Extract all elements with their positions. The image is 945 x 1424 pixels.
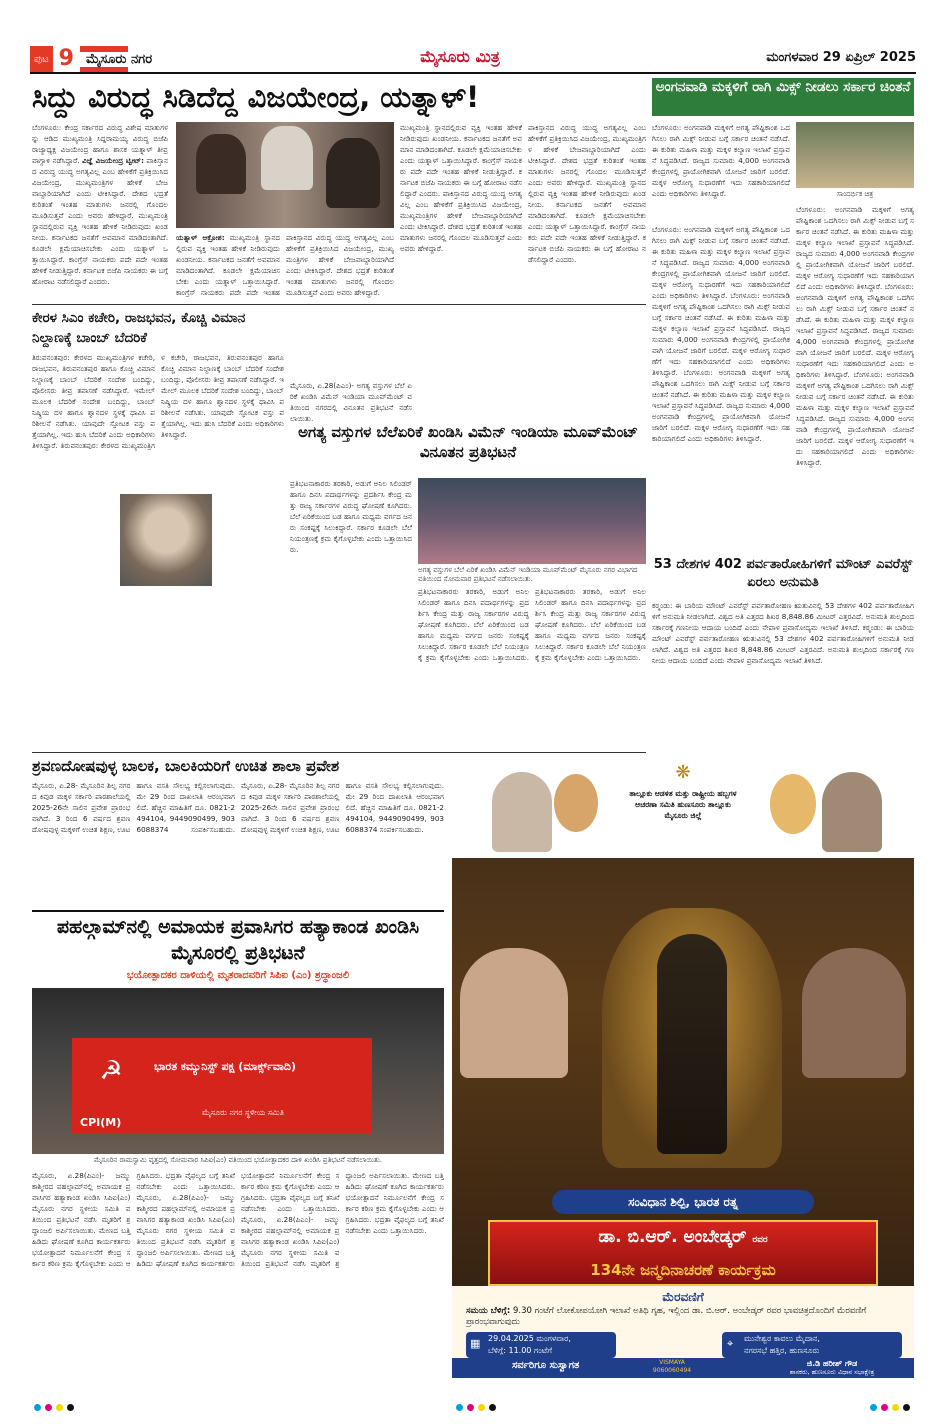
buddha-photo [554,774,598,832]
dot [870,1404,877,1411]
story1-col2 [176,232,280,300]
ad-sponsor-name: ಜಿ.ಡಿ ಹರೀಶ್ ಗೌಡ [806,1359,858,1368]
story7-text: ಮೈಸೂರು, ಏ.28(ಪಿಎಂ)- ಜಮ್ಮು ಕಾಶ್ಮೀರದ ಪಹಲ್ಗಾಮ್‌ನಲ್ಲಿ ಅಮಾಯಕ ಪ್ರವಾಸಿಗರ ಹತ್ಯಾಕಾಂಡ ಖಂಡಿಸಿ ಸಿಪಿಐ(ಎಂ) ಮೈಸೂರು ನಗರ ಸ್ಥಳೀಯ ಸಮಿತಿ ವತಿಯಿಂದ ಪ್ರತಿಭಟನೆ ನಡೆಸಿ ಮೃತರಿಗೆ ಶ್ರದ್ಧಾಂಜಲಿ ಅರ್ಪಿಸಲಾಯಿತು. ಮೇಣದ ಬತ್ತಿ ಹಿಡಿದು ಘೋಷಣೆ ಕೂಗಿದ ಕಾರ್ಯಕರ್ತರು ಭಯೋತ್ಪಾದನೆ ನಿರ್ಮೂಲನೆಗೆ ಕೇಂದ್ರ ಸರ್ಕಾರ ಕಠಿಣ ಕ್ರಮ ಕೈಗೊಳ್ಳಬೇಕು ಎಂದು ಆಗ್ರಹಿಸಿದರು. ಭದ್ರತಾ ವೈಫಲ್ಯದ ಬಗ್ಗೆ ತನಿಖೆ ನಡೆಸಬೇಕು ಎಂದು ಒತ್ತಾಯಿಸಿದರು. [32,1171,235,1268]
banner-text: ಭಾರತ ಕಮ್ಯುನಿಸ್ಟ್ ಪಕ್ಷ (ಮಾರ್ಕ್ಸ್‌ವಾದಿ) [154,1060,297,1073]
emblem-icon: ❋ [675,762,691,783]
story1-body3: ಪಾಕಿಸ್ತಾನದ ವಿರುದ್ಧ ಯುದ್ಧ ಅಗತ್ಯವಿಲ್ಲ ಎಂಬ ಹೇಳಿಕೆಗೆ ಪ್ರತಿಕ್ರಿಯಿಸಿದ ವಿಜಯೇಂದ್ರ, ಮುಖ್ಯಮಂತ್ರಿಗಳ ಹೇಳಿಕೆ ಬೇಜವಾಬ್ದಾರಿಯಾಗಿದೆ ಎಂದು ಟೀಕಿಸಿದ್ದಾರೆ. ದೇಶದ ಭದ್ರತೆ ಕುರಿತಂತೆ ಇಂತಹ ಮಾತುಗಳು ಜನರಲ್ಲಿ ಗೊಂದಲ ಮೂಡಿಸುತ್ತವೆ ಎಂದು ಅವರು ಹೇಳಿದ್ದಾರೆ. [286,233,394,297]
dot [34,1404,41,1411]
ad-title1-suffix: ರವರ [752,1235,768,1245]
divider [32,752,646,753]
story1-sub1: ವಿಜ್ಞೆ ವಿಜಯೇಂದ್ರ ಟ್ವೀಟ್: [82,156,144,165]
story3-headline: ಕೇರಳ ಸಿಎಂ ಕಚೇರಿ, ರಾಜಭವನ, ಕೊಚ್ಚಿ ವಿಮಾನ ನಿಲ್ದಾಣಕ್ಕೆ ಬಾಂಬ್ ಬೆದರಿಕೆ [32,310,246,346]
page-number-badge [30,46,153,72]
dot [892,1404,899,1411]
dot [881,1404,888,1411]
ambedkar-portrait [657,934,727,1154]
ad-time-label: ಸಮಯ ಬೆಳಿಗ್ಗೆ: [466,1306,511,1316]
ad-welcome: ಸರ್ವರಿಗೂ ಸುಸ್ವಾಗತ [512,1360,580,1371]
story5-text: ಕಠ್ಮಂಡು: ಈ ಬಾರಿಯ ಮೌಂಟ್ ಎವರೆಸ್ಟ್ ಪರ್ವತಾರೋಹಣ ಋತುವಿನಲ್ಲಿ 53 ದೇಶಗಳ 402 ಪರ್ವತಾರೋಹಿಗಳಿಗೆ ಅನುಮತಿ ನೀಡಲಾಗಿದೆ. ವಿಶ್ವದ ಅತಿ ಎತ್ತರದ ಶಿಖರ 8,848.86 ಮೀಟರ್ ಎತ್ತರವಿದೆ. ಅನುಮತಿ ಶುಲ್ಕದಿಂದ ಸರ್ಕಾರಕ್ಕೆ ಗಣನೀಯ ಆದಾಯ ಬಂದಿದೆ ಎಂದು ನೇಪಾಳ ಪ್ರವಾಸೋದ್ಯಮ ಇಲಾಖೆ ತಿಳಿಸಿದೆ. [652,601,914,632]
dot [45,1404,52,1411]
story4-col1 [290,478,412,662]
dot [478,1404,485,1411]
ad-time [466,1306,900,1328]
issue-date: ಮಂಗಳವಾರ 29 ಏಪ್ರಿಲ್ 2025 [766,50,916,65]
story2-photo [796,122,914,188]
story4-caption: ಅಗತ್ಯ ವಸ್ತುಗಳ ಬೆಲೆ ಏರಿಕೆ ಖಂಡಿಸಿ ವಿಮೆನ್ ಇಂಡಿಯಾ ಮೂವ್‌ಮೆಂಟ್ ಮೈಸೂರು ನಗರ ವಿಭಾಗದ ವತಿಯಿಂದ ಸೋಮವಾರ ಪ್ರತಿಭಟನೆ ನಡೆಸಲಾಯಿತು. [418,566,638,583]
divider [32,304,646,305]
story4-lead [290,380,412,480]
story2-body-d: ಬೆಂಗಳೂರು: ಅಂಗನವಾಡಿ ಮಕ್ಕಳಿಗೆ ಅಗತ್ಯ ಪೌಷ್ಟಿಕಾಂಶ ಒದಗಿಸಲು ರಾಗಿ ಮಿಕ್ಸ್ ನೀಡುವ ಬಗ್ಗೆ ಸರ್ಕಾರ ಚಿಂತನೆ ನಡೆಸಿದೆ. ಈ ಕುರಿತು ಮಹಿಳಾ ಮತ್ತು ಮಕ್ಕಳ ಕಲ್ಯಾಣ ಇಲಾಖೆ ಪ್ರಸ್ತಾವನೆ ಸಿದ್ಧಪಡಿಸಿದೆ. ರಾಜ್ಯದ ಸುಮಾರು 4,000 ಅಂಗನವಾಡಿ ಕೇಂದ್ರಗಳಲ್ಲಿ ಪ್ರಾಯೋಗಿಕವಾಗಿ ಯೋಜನೆ ಜಾರಿಗೆ ಬರಲಿದೆ. ಮಕ್ಕಳ ಆರೋಗ್ಯ ಸುಧಾರಣೆಗೆ ಇದು ಸಹಕಾರಿಯಾಗಲಿದೆ ಎಂದು ಅಧಿಕಾರಿಗಳು ತಿಳಿಸಿದ್ದಾರೆ. [652,368,790,443]
politician-photo-3 [326,138,380,208]
story7-photo [32,988,444,1154]
story1-lead-text: ಬೆಂಗಳೂರು: ಕೇಂದ್ರ ಸರ್ಕಾರದ ವಿರುದ್ಧ ವಿಶೇಷ ಮಾತುಗಳನ್ನು ಆಡಿದ ಮುಖ್ಯಮಂತ್ರಿ ಸಿದ್ದರಾಮಯ್ಯ ವಿರುದ್ಧ ಬಿಜೆಪಿ ರಾಜ್ಯಾಧ್ಯಕ್ಷ ವಿಜಯೇಂದ್ರ ಹಾಗೂ ಶಾಸಕ ಯತ್ನಾಳ್ ತೀವ್ರ ವಾಗ್ದಾಳಿ ನಡೆಸಿದ್ದಾರೆ. [32,123,168,165]
story1-lead [32,122,168,300]
story6-text-b: ಮೈಸೂರು, ಏ.28- ಮೈಸೂರಿನ ಶಿಲ್ಪ ನಗರದ ಕಿವುಡ ಮಕ್ಕಳ ಸರ್ಕಾರಿ ಪಾಠಶಾಲೆಯಲ್ಲಿ 2025-26ನೇ ಸಾಲಿನ ಪ್ರವೇಶ ಪ್ರಾರಂಭವಾಗಿದೆ. 3 ರಿಂದ 6 ವರ್ಷದ ಶ್ರವಣದೋಷವುಳ್ಳ ಮಕ್ಕಳಿಗೆ ಉಚಿತ ಶಿಕ್ಷಣ, ಊಟ ಹಾಗೂ ವಸತಿ ಸೌಲಭ್ಯ ಕಲ್ಪಿಸಲಾಗುವುದು. ಮೇ 29 ರಿಂದ ದಾಖಲಾತಿ ಆರಂಭವಾಗಲಿದೆ. ಹೆಚ್ಚಿನ ಮಾಹಿತಿಗೆ ದೂ. 0821-2494104, 9449090499, 9036088374 ಸಂಪರ್ಕಿಸಬಹುದು. [241,781,444,834]
story7-subhead: ಭಯೋತ್ಪಾದಕರ ದಾಳಿಯಲ್ಲಿ ಮೃತರಾದವರಿಗೆ ಸಿಪಿಐ (ಎಂ) ಶ್ರದ್ಧಾಂಜಲಿ [126,970,350,981]
ad-date-box [466,1332,616,1358]
story1-col4 [400,122,522,300]
calendar-icon: ▦ [470,1337,481,1350]
registration-dots [456,1404,496,1411]
story7-text-b: ಮೈಸೂರು, ಏ.28(ಪಿಎಂ)- ಜಮ್ಮು ಕಾಶ್ಮೀರದ ಪಹಲ್ಗಾಮ್‌ನಲ್ಲಿ ಅಮಾಯಕ ಪ್ರವಾಸಿಗರ ಹತ್ಯಾಕಾಂಡ ಖಂಡಿಸಿ ಸಿಪಿಐ(ಎಂ) ಮೈಸೂರು ನಗರ ಸ್ಥಳೀಯ ಸಮಿತಿ ವತಿಯಿಂದ ಪ್ರತಿಭಟನೆ ನಡೆಸಿ ಮೃತರಿಗೆ ಶ್ರದ್ಧಾಂಜಲಿ ಅರ್ಪಿಸಲಾಯಿತು. ಮೇಣದ ಬತ್ತಿ ಹಿಡಿದು ಘೋಷಣೆ ಕೂಗಿದ ಕಾರ್ಯಕರ್ತರು ಭಯೋತ್ಪಾದನೆ ನಿರ್ಮೂಲನೆಗೆ ಕೇಂದ್ರ ಸರ್ಕಾರ ಕಠಿಣ ಕ್ರಮ ಕೈಗೊಳ್ಳಬೇಕು ಎಂದು ಆಗ್ರಹಿಸಿದರು. ಭದ್ರತಾ ವೈಫಲ್ಯದ ಬಗ್ಗೆ ತನಿಖೆ ನಡೆಸಬೇಕು ಎಂದು ಒತ್ತಾಯಿಸಿದರು. [136,1171,340,1268]
story4-photo [418,478,646,564]
ad-agency-phone: 9060060494 [652,1367,692,1374]
leader-photo-2 [822,772,882,852]
ad-top-line1: ತಾಲ್ಲೂಕು ಆಡಳಿತ ಮತ್ತು ರಾಷ್ಟ್ರೀಯ ಹಬ್ಬಗಳ [629,789,737,798]
story2-headline: ಅಂಗನವಾಡಿ ಮಕ್ಕಳಿಗೆ ರಾಗಿ ಮಿಕ್ಸ್ ನೀಡಲು ಸರ್ಕಾರ ಚಿಂತನೆ [652,78,914,116]
ad-date-line1: 29.04.2025 ಮಂಗಳವಾರ, [488,1334,571,1343]
politician-photo-2 [261,126,313,190]
ad-venue-line1: ಮುನೇಶ್ವರ ಕಾವಲು ಮೈದಾನ, [744,1334,820,1343]
leader-photo-4 [802,948,906,1078]
hammer-sickle-icon: ☭ [99,1056,123,1086]
protest-banner [72,1038,372,1134]
registration-dots [34,1404,74,1411]
story3-text: ತಿರುವನಂತಪುರ: ಕೇರಳದ ಮುಖ್ಯಮಂತ್ರಿಗಳ ಕಚೇರಿ, ರಾಜಭವನ, ತಿರುವನಂತಪುರ ಹಾಗೂ ಕೊಚ್ಚಿ ವಿಮಾನ ನಿಲ್ದಾಣಕ್ಕೆ ಬಾಂಬ್ ಬೆದರಿಕೆ ಸಂದೇಶ ಬಂದಿದ್ದು, ಪೊಲೀಸರು ತೀವ್ರ ತಪಾಸಣೆ ನಡೆಸಿದ್ದಾರೆ. ಇಮೇಲ್ ಮೂಲಕ ಬೆದರಿಕೆ ಸಂದೇಶ ಬಂದಿದ್ದು, ಬಾಂಬ್ ನಿಷ್ಕ್ರಿಯ ದಳ ಹಾಗೂ ಶ್ವಾನದಳ ಸ್ಥಳಕ್ಕೆ ಧಾವಿಸಿ ಪರಿಶೀಲನೆ ನಡೆಸಿತು. ಯಾವುದೇ ಸ್ಫೋಟಕ ವಸ್ತು ಪತ್ತೆಯಾಗಿಲ್ಲ. ಇದು ಹುಸಿ ಬೆದರಿಕೆ ಎಂದು ಅಧಿಕಾರಿಗಳು ತಿಳಿಸಿದ್ದಾರೆ. [32,353,155,450]
story2-col2 [652,224,790,544]
ad-venue-box [722,1332,902,1358]
ad-time-text: 9.30 ಗಂಟೆಗೆ ಲೋಕೋಪಯೋಗಿ ಇಲಾಖೆ ಅತಿಥಿ ಗೃಹ, ಇಲ್ಲಿಂದ ಡಾ. ಬಿ.ಆರ್. ಅಂಬೇಡ್ಕರ್ ರವರ ಭಾವಚಿತ್ರದೊಂದಿಗೆ ಮೆರವಣಿಗೆ ಪ್ರಾರಂಭವಾಗುವುದು [466,1306,867,1327]
story2-body-c: ಬೆಂಗಳೂರು: ಅಂಗನವಾಡಿ ಮಕ್ಕಳಿಗೆ ಅಗತ್ಯ ಪೌಷ್ಟಿಕಾಂಶ ಒದಗಿಸಲು ರಾಗಿ ಮಿಕ್ಸ್ ನೀಡುವ ಬಗ್ಗೆ ಸರ್ಕಾರ ಚಿಂತನೆ ನಡೆಸಿದೆ. ಈ ಕುರಿತು ಮಹಿಳಾ ಮತ್ತು ಮಕ್ಕಳ ಕಲ್ಯಾಣ ಇಲಾಖೆ ಪ್ರಸ್ತಾವನೆ ಸಿದ್ಧಪಡಿಸಿದೆ. ರಾಜ್ಯದ ಸುಮಾರು 4,000 ಅಂಗನವಾಡಿ ಕೇಂದ್ರಗಳಲ್ಲಿ ಪ್ರಾಯೋಗಿಕವಾಗಿ ಯೋಜನೆ ಜಾರಿಗೆ ಬರಲಿದೆ. ಮಕ್ಕಳ ಆರೋಗ್ಯ ಸುಧಾರಣೆಗೆ ಇದು ಸಹಕಾರಿಯಾಗಲಿದೆ ಎಂದು ಅಧಿಕಾರಿಗಳು ತಿಳಿಸಿದ್ದಾರೆ. [652,291,790,377]
story5-body [652,600,914,748]
story1-body: ಪಾಕಿಸ್ತಾನದ ವಿರುದ್ಧ ಯುದ್ಧ ಅಗತ್ಯವಿಲ್ಲ ಎಂಬ ಹೇಳಿಕೆಗೆ ಪ್ರತಿಕ್ರಿಯಿಸಿದ ವಿಜಯೇಂದ್ರ, ಮುಖ್ಯಮಂತ್ರಿಗಳ ಹೇಳಿಕೆ ಬೇಜವಾಬ್ದಾರಿಯಾಗಿದೆ ಎಂದು ಟೀಕಿಸಿದ್ದಾರೆ. ದೇಶದ ಭದ್ರತೆ ಕುರಿತಂತೆ ಇಂತಹ ಮಾತುಗಳು ಜನರಲ್ಲಿ ಗೊಂದಲ ಮೂಡಿಸುತ್ತವೆ ಎಂದು ಅವರು ಹೇಳಿದ್ದಾರೆ. [32,156,168,220]
story1-col5 [528,122,646,300]
ad-ribbon: ಸಂವಿಧಾನ ಶಿಲ್ಪಿ, ಭಾರತ ರತ್ನ [552,1190,814,1214]
story2-caption: ಸಾಂದರ್ಭಿಕ ಚಿತ್ರ [836,190,874,198]
story1-headline: ಸಿದ್ದು ವಿರುದ್ಧ ಸಿಡಿದೆದ್ದ ವಿಜಯೇಂದ್ರ, ಯತ್ನಾಳ್! [32,80,480,114]
location-pin-icon: ⌖ [727,1337,734,1350]
page-number: 9 [53,46,80,72]
story1-col3 [286,232,394,300]
dot [467,1404,474,1411]
story1-body5b: ಮುಖ್ಯಮಂತ್ರಿ ಸ್ಥಾನದಲ್ಲಿರುವ ವ್ಯಕ್ತಿ ಇಂತಹ ಹೇಳಿಕೆ ನೀಡಿರುವುದು ಖಂಡನೀಯ. ಕರ್ನಾಟಕದ ಜನತೆಗೆ ಅವಮಾನ ಮಾಡಿದಂತಾಗಿದೆ. ಕೂಡಲೇ ಕ್ಷಮೆಯಾಚಿಸಬೇಕು ಎಂದು ಯತ್ನಾಳ್ ಒತ್ತಾಯಿಸಿದ್ದಾರೆ. ಕಾಂಗ್ರೆಸ್ ನಾಯಕರು ಪದೇ ಪದೇ ಇಂತಹ ಹೇಳಿಕೆ ನೀಡುತ್ತಿದ್ದಾರೆ. ಕರ್ನಾಟಕ ಬಿಜೆಪಿ ನಾಯಕರು ಈ ಬಗ್ಗೆ ಹೋರಾಟ ನಡೆಸಲಿದ್ದಾರೆ ಎಂದರು. [528,178,646,264]
advertisement [452,758,914,1378]
story3-text-b: ತಿರುವನಂತಪುರ: ಕೇರಳದ ಮುಖ್ಯಮಂತ್ರಿಗಳ ಕಚೇರಿ, ರಾಜಭವನ, ತಿರುವನಂತಪುರ ಹಾಗೂ ಕೊಚ್ಚಿ ವಿಮಾನ ನಿಲ್ದಾಣಕ್ಕೆ ಬಾಂಬ್ ಬೆದರಿಕೆ ಸಂದೇಶ ಬಂದಿದ್ದು, ಪೊಲೀಸರು ತೀವ್ರ ತಪಾಸಣೆ ನಡೆಸಿದ್ದಾರೆ. ಇಮೇಲ್ ಮೂಲಕ ಬೆದರಿಕೆ ಸಂದೇಶ ಬಂದಿದ್ದು, ಬಾಂಬ್ ನಿಷ್ಕ್ರಿಯ ದಳ ಹಾಗೂ ಶ್ವಾನದಳ ಸ್ಥಳಕ್ಕೆ ಧಾವಿಸಿ ಪರಿಶೀಲನೆ ನಡೆಸಿತು. ಯಾವುದೇ ಸ್ಫೋಟಕ ವಸ್ತು ಪತ್ತೆಯಾಗಿಲ್ಲ. ಇದು ಹುಸಿ ಬೆದರಿಕೆ ಎಂದು ಅಧಿಕಾರಿಗಳು ತಿಳಿಸಿದ್ದಾರೆ. [60,353,284,450]
ad-title1: ಡಾ. ಬಿ.ಆರ್. ಅಂಬೇಡ್ಕರ್ [598,1227,747,1247]
dot [456,1404,463,1411]
story4-body-a: ಪ್ರತಿಭಟನಾಕಾರರು ತರಕಾರಿ, ಅಡುಗೆ ಅನಿಲ ಸಿಲಿಂಡರ್ ಹಾಗೂ ದಿನಸಿ ಪದಾರ್ಥಗಳನ್ನು ಪ್ರದರ್ಶಿಸಿ ಕೇಂದ್ರ ಮತ್ತು ರಾಜ್ಯ ಸರ್ಕಾರಗಳ ವಿರುದ್ಧ ಘೋಷಣೆ ಕೂಗಿದರು. ಬೆಲೆ ಏರಿಕೆಯಿಂದ ಬಡ ಹಾಗೂ ಮಧ್ಯಮ ವರ್ಗದ ಜನರು ಸಂಕಷ್ಟಕ್ಕೆ ಸಿಲುಕಿದ್ದಾರೆ. ಸರ್ಕಾರ ಕೂಡಲೇ ಬೆಲೆ ನಿಯಂತ್ರಣಕ್ಕೆ ಕ್ರಮ ಕೈಗೊಳ್ಳಬೇಕು ಎಂದು ಒತ್ತಾಯಿಸಿದರು. [290,479,412,554]
leader-photo-3 [460,948,568,1078]
story4-body-c: ಪ್ರತಿಭಟನಾಕಾರರು ತರಕಾರಿ, ಅಡುಗೆ ಅನಿಲ ಸಿಲಿಂಡರ್ ಹಾಗೂ ದಿನಸಿ ಪದಾರ್ಥಗಳನ್ನು ಪ್ರದರ್ಶಿಸಿ ಕೇಂದ್ರ ಮತ್ತು ರಾಜ್ಯ ಸರ್ಕಾರಗಳ ವಿರುದ್ಧ ಘೋಷಣೆ ಕೂಗಿದರು. ಬೆಲೆ ಏರಿಕೆಯಿಂದ ಬಡ ಹಾಗೂ ಮಧ್ಯಮ ವರ್ಗದ ಜನರು ಸಂಕಷ್ಟಕ್ಕೆ ಸಿಲುಕಿದ್ದಾರೆ. ಸರ್ಕಾರ ಕೂಡಲೇ ಬೆಲೆ ನಿಯಂತ್ರಣಕ್ಕೆ ಕ್ರಮ ಕೈಗೊಳ್ಳಬೇಕು ಎಂದು ಒತ್ತಾಯಿಸಿದರು. [535,587,646,662]
story4-lead-text: ಮೈಸೂರು, ಏ.28(ಪಿಎಂ)- ಅಗತ್ಯ ವಸ್ತುಗಳ ಬೆಲೆ ಏರಿಕೆ ಖಂಡಿಸಿ ವಿಮೆನ್ ಇಂಡಿಯಾ ಮೂವ್‌ಮೆಂಟ್ ವತಿಯಿಂದ ನಗರದಲ್ಲಿ ವಿನೂತನ ಪ್ರತಿಭಟನೆ ನಡೆಸಲಾಯಿತು. [290,381,412,423]
banner-logo: CPI(M) [80,1116,122,1129]
ad-title2: 134ನೇ ಜನ್ಮದಿನಾಚರಣೆ ಕಾರ್ಯಕ್ರಮ [590,1261,776,1279]
story7-caption: ಮೈಸೂರಿನ ರಾಮಸ್ವಾಮಿ ವೃತ್ತದಲ್ಲಿ ಸೋಮವಾರ ಸಿಪಿಐ(ಎಂ) ವತಿಯಿಂದ ಭಯೋತ್ಪಾದಕರ ದಾಳಿ ಖಂಡಿಸಿ ಪ್ರತಿಭಟನೆ ನಡೆಸಲಾಯಿತು. [93,1156,383,1164]
story2-body: ಬೆಂಗಳೂರು: ಅಂಗನವಾಡಿ ಮಕ್ಕಳಿಗೆ ಅಗತ್ಯ ಪೌಷ್ಟಿಕಾಂಶ ಒದಗಿಸಲು ರಾಗಿ ಮಿಕ್ಸ್ ನೀಡುವ ಬಗ್ಗೆ ಸರ್ಕಾರ ಚಿಂತನೆ ನಡೆಸಿದೆ. ಈ ಕುರಿತು ಮಹಿಳಾ ಮತ್ತು ಮಕ್ಕಳ ಕಲ್ಯಾಣ ಇಲಾಖೆ ಪ್ರಸ್ತಾವನೆ ಸಿದ್ಧಪಡಿಸಿದೆ. ರಾಜ್ಯದ ಸುಮಾರು 4,000 ಅಂಗನವಾಡಿ ಕೇಂದ್ರಗಳಲ್ಲಿ ಪ್ರಾಯೋಗಿಕವಾಗಿ ಯೋಜನೆ ಜಾರಿಗೆ ಬರಲಿದೆ. ಮಕ್ಕಳ ಆರೋಗ್ಯ ಸುಧಾರಣೆಗೆ ಇದು ಸಹಕಾರಿಯಾಗಲಿದೆ ಎಂದು ಅಧಿಕಾರಿಗಳು ತಿಳಿಸಿದ್ದಾರೆ. [652,123,790,198]
story6-text: ಮೈಸೂರು, ಏ.28- ಮೈಸೂರಿನ ಶಿಲ್ಪ ನಗರದ ಕಿವುಡ ಮಕ್ಕಳ ಸರ್ಕಾರಿ ಪಾಠಶಾಲೆಯಲ್ಲಿ 2025-26ನೇ ಸಾಲಿನ ಪ್ರವೇಶ ಪ್ರಾರಂಭವಾಗಿದೆ. 3 ರಿಂದ 6 ವರ್ಷದ ಶ್ರವಣದೋಷವುಳ್ಳ ಮಕ್ಕಳಿಗೆ ಉಚಿತ ಶಿಕ್ಷಣ, ಊಟ ಹಾಗೂ ವಸತಿ ಸೌಲಭ್ಯ ಕಲ್ಪಿಸಲಾಗುವುದು. ಮೇ 29 ರಿಂದ ದಾಖಲಾತಿ ಆರಂಭವಾಗಲಿದೆ. ಹೆಚ್ಚಿನ ಮಾಹಿತಿಗೆ ದೂ. 0821-2494104, 9449090499, 9036088374 ಸಂಪರ್ಕಿಸಬಹುದು. [32,781,235,834]
ad-top-line3: ಮೈಸೂರು ಜಿಲ್ಲೆ [664,811,702,820]
story1-photo [176,122,394,228]
politician-photo-1 [196,134,246,194]
ad-title-box [488,1220,878,1286]
story2-body-b: ಬೆಂಗಳೂರು: ಅಂಗನವಾಡಿ ಮಕ್ಕಳಿಗೆ ಅಗತ್ಯ ಪೌಷ್ಟಿಕಾಂಶ ಒದಗಿಸಲು ರಾಗಿ ಮಿಕ್ಸ್ ನೀಡುವ ಬಗ್ಗೆ ಸರ್ಕಾರ ಚಿಂತನೆ ನಡೆಸಿದೆ. ಈ ಕುರಿತು ಮಹಿಳಾ ಮತ್ತು ಮಕ್ಕಳ ಕಲ್ಯಾಣ ಇಲಾಖೆ ಪ್ರಸ್ತಾವನೆ ಸಿದ್ಧಪಡಿಸಿದೆ. ರಾಜ್ಯದ ಸುಮಾರು 4,000 ಅಂಗನವಾಡಿ ಕೇಂದ್ರಗಳಲ್ಲಿ ಪ್ರಾಯೋಗಿಕವಾಗಿ ಯೋಜನೆ ಜಾರಿಗೆ ಬರಲಿದೆ. ಮಕ್ಕಳ ಆರೋಗ್ಯ ಸುಧಾರಣೆಗೆ ಇದು ಸಹಕಾರಿಯಾಗಲಿದೆ ಎಂದು ಅಧಿಕಾರಿಗಳು ತಿಳಿಸಿದ್ದಾರೆ. [652,225,790,300]
ad-venue-line2: ನಗರಸಭೆ ಹತ್ತಿರ, ಹುಣಸೂರು [744,1346,820,1355]
dot [67,1404,74,1411]
story2-col3 [796,204,914,544]
leader-photo-1 [492,772,552,852]
page-label: ಪುಟ [34,53,49,65]
story7-body [32,1170,444,1380]
story5-headline: 53 ದೇಶಗಳ 402 ಪರ್ವತಾರೋಹಿಗಳಿಗೆ ಮೌಂಟ್ ಎವರೆಸ್ಟ್ ಏರಲು ಅನುಮತಿ [653,557,913,590]
story1-body2: ಮುಖ್ಯಮಂತ್ರಿ ಸ್ಥಾನದಲ್ಲಿರುವ ವ್ಯಕ್ತಿ ಇಂತಹ ಹೇಳಿಕೆ ನೀಡಿರುವುದು ಖಂಡನೀಯ. ಕರ್ನಾಟಕದ ಜನತೆಗೆ ಅವಮಾನ ಮಾಡಿದಂತಾಗಿದೆ. ಕೂಡಲೇ ಕ್ಷಮೆಯಾಚಿಸಬೇಕು ಎಂದು ಯತ್ನಾಳ್ ಒತ್ತಾಯಿಸಿದ್ದಾರೆ. ಕಾಂಗ್ರೆಸ್ ನಾಯಕರು ಪದೇ ಪದೇ ಇಂತಹ [176,233,280,297]
dot [903,1404,910,1411]
story2-body-f: ಬೆಂಗಳೂರು: ಅಂಗನವಾಡಿ ಮಕ್ಕಳಿಗೆ ಅಗತ್ಯ ಪೌಷ್ಟಿಕಾಂಶ ಒದಗಿಸಲು ರಾಗಿ ಮಿಕ್ಸ್ ನೀಡುವ ಬಗ್ಗೆ ಸರ್ಕಾರ ಚಿಂತನೆ ನಡೆಸಿದೆ. ಈ ಕುರಿತು ಮಹಿಳಾ ಮತ್ತು ಮಕ್ಕಳ ಕಲ್ಯಾಣ ಇಲಾಖೆ ಪ್ರಸ್ತಾವನೆ ಸಿದ್ಧಪಡಿಸಿದೆ. ರಾಜ್ಯದ ಸುಮಾರು 4,000 ಅಂಗನವಾಡಿ ಕೇಂದ್ರಗಳಲ್ಲಿ ಪ್ರಾಯೋಗಿಕವಾಗಿ ಯೋಜನೆ ಜಾರಿಗೆ ಬರಲಿದೆ. ಮಕ್ಕಳ ಆರೋಗ್ಯ ಸುಧಾರಣೆಗೆ ಇದು ಸಹಕಾರಿಯಾಗಲಿದೆ ಎಂದು ಅಧಿಕಾರಿಗಳು ತಿಳಿಸಿದ್ದಾರೆ. [796,282,914,379]
story7-text-c: ಮೈಸೂರು, ಏ.28(ಪಿಎಂ)- ಜಮ್ಮು ಕಾಶ್ಮೀರದ ಪಹಲ್ಗಾಮ್‌ನಲ್ಲಿ ಅಮಾಯಕ ಪ್ರವಾಸಿಗರ ಹತ್ಯಾಕಾಂಡ ಖಂಡಿಸಿ ಸಿಪಿಐ(ಎಂ) ಮೈಸೂರು ನಗರ ಸ್ಥಳೀಯ ಸಮಿತಿ ವತಿಯಿಂದ ಪ್ರತಿಭಟನೆ ನಡೆಸಿ ಮೃತರಿಗೆ ಶ್ರದ್ಧಾಂಜಲಿ ಅರ್ಪಿಸಲಾಯಿತು. ಮೇಣದ ಬತ್ತಿ ಹಿಡಿದು ಘೋಷಣೆ ಕೂಗಿದ ಕಾರ್ಯಕರ್ತರು ಭಯೋತ್ಪಾದನೆ ನಿರ್ಮೂಲನೆಗೆ ಕೇಂದ್ರ ಸರ್ಕಾರ ಕಠಿಣ ಕ್ರಮ ಕೈಗೊಳ್ಳಬೇಕು ಎಂದು ಆಗ್ರಹಿಸಿದರು. ಭದ್ರತಾ ವೈಫಲ್ಯದ ಬಗ್ಗೆ ತನಿಖೆ ನಡೆಸಬೇಕು ಎಂದು ಒತ್ತಾಯಿಸಿದರು. [241,1171,444,1268]
story6-headline: ಶ್ರವಣದೋಷವುಳ್ಳ ಬಾಲಕ, ಬಾಲಕಿಯರಿಗೆ ಉಚಿತ ಶಾಲಾ ಪ್ರವೇಶ [32,757,340,775]
divider [32,910,444,912]
story2-body-g: ಬೆಂಗಳೂರು: ಅಂಗನವಾಡಿ ಮಕ್ಕಳಿಗೆ ಅಗತ್ಯ ಪೌಷ್ಟಿಕಾಂಶ ಒದಗಿಸಲು ರಾಗಿ ಮಿಕ್ಸ್ ನೀಡುವ ಬಗ್ಗೆ ಸರ್ಕಾರ ಚಿಂತನೆ ನಡೆಸಿದೆ. ಈ ಕುರಿತು ಮಹಿಳಾ ಮತ್ತು ಮಕ್ಕಳ ಕಲ್ಯಾಣ ಇಲಾಖೆ ಪ್ರಸ್ತಾವನೆ ಸಿದ್ಧಪಡಿಸಿದೆ. ರಾಜ್ಯದ ಸುಮಾರು 4,000 ಅಂಗನವಾಡಿ ಕೇಂದ್ರಗಳಲ್ಲಿ ಪ್ರಾಯೋಗಿಕವಾಗಿ ಯೋಜನೆ ಜಾರಿಗೆ ಬರಲಿದೆ. ಮಕ್ಕಳ ಆರೋಗ್ಯ ಸುಧಾರಣೆಗೆ ಇದು ಸಹಕಾರಿಯಾಗಲಿದೆ ಎಂದು ಅಧಿಕಾರಿಗಳು ತಿಳಿಸಿದ್ದಾರೆ. [796,370,914,467]
dot [56,1404,63,1411]
dot [489,1404,496,1411]
page-header [30,44,916,74]
story4-col2 [418,586,646,748]
ad-procession: ಮೆರವಣಿಗೆ [662,1290,704,1304]
saint-photo [770,774,816,834]
story7-headline: ಪಹಲ್ಗಾಮ್‌ನಲ್ಲಿ ಅಮಾಯಕ ಪ್ರವಾಸಿಗರ ಹತ್ಯಾಕಾಂಡ ಖಂಡಿಸಿ ಮೈಸೂರಲ್ಲಿ ಪ್ರತಿಭಟನೆ [56,916,420,964]
story1-sub2: ಯತ್ನಾಳ್ ಆಕ್ರೋಶ: [176,233,225,242]
story4-body-b: ಪ್ರತಿಭಟನಾಕಾರರು ತರಕಾರಿ, ಅಡುಗೆ ಅನಿಲ ಸಿಲಿಂಡರ್ ಹಾಗೂ ದಿನಸಿ ಪದಾರ್ಥಗಳನ್ನು ಪ್ರದರ್ಶಿಸಿ ಕೇಂದ್ರ ಮತ್ತು ರಾಜ್ಯ ಸರ್ಕಾರಗಳ ವಿರುದ್ಧ ಘೋಷಣೆ ಕೂಗಿದರು. ಬೆಲೆ ಏರಿಕೆಯಿಂದ ಬಡ ಹಾಗೂ ಮಧ್ಯಮ ವರ್ಗದ ಜನರು ಸಂಕಷ್ಟಕ್ಕೆ ಸಿಲುಕಿದ್ದಾರೆ. ಸರ್ಕಾರ ಕೂಡಲೇ ಬೆಲೆ ನಿಯಂತ್ರಣಕ್ಕೆ ಕ್ರಮ ಕೈಗೊಳ್ಳಬೇಕು ಎಂದು ಒತ್ತಾಯಿಸಿದರು. [418,587,529,662]
section-title: ಮೈಸೂರು ನಗರ [80,52,152,67]
banner-sub: ಮೈಸೂರು ನಗರ ಸ್ಥಳೀಯ ಸಮಿತಿ [202,1108,284,1117]
story6-body [32,780,444,910]
story3-photo [120,494,212,586]
ad-top-line2: ಆಚರಣಾ ಸಮಿತಿ ಹುಣಸೂರು ತಾಲ್ಲೂಕು [635,800,731,809]
story1-body4: ಮುಖ್ಯಮಂತ್ರಿ ಸ್ಥಾನದಲ್ಲಿರುವ ವ್ಯಕ್ತಿ ಇಂತಹ ಹೇಳಿಕೆ ನೀಡಿರುವುದು ಖಂಡನೀಯ. ಕರ್ನಾಟಕದ ಜನತೆಗೆ ಅವಮಾನ ಮಾಡಿದಂತಾಗಿದೆ. ಕೂಡಲೇ ಕ್ಷಮೆಯಾಚಿಸಬೇಕು ಎಂದು ಯತ್ನಾಳ್ ಒತ್ತಾಯಿಸಿದ್ದಾರೆ. ಕಾಂಗ್ರೆಸ್ ನಾಯಕರು ಪದೇ ಪದೇ ಇಂತಹ ಹೇಳಿಕೆ ನೀಡುತ್ತಿದ್ದಾರೆ. ಕರ್ನಾಟಕ ಬಿಜೆಪಿ ನಾಯಕರು ಈ ಬಗ್ಗೆ ಹೋರಾಟ ನಡೆಸಲಿದ್ದಾರೆ ಎಂದರು. [400,123,522,198]
ad-date-line2: ಬೆಳಿಗ್ಗೆ: 11.00 ಗಂಟೆಗೆ [488,1346,553,1355]
story2-body-e: ಬೆಂಗಳೂರು: ಅಂಗನವಾಡಿ ಮಕ್ಕಳಿಗೆ ಅಗತ್ಯ ಪೌಷ್ಟಿಕಾಂಶ ಒದಗಿಸಲು ರಾಗಿ ಮಿಕ್ಸ್ ನೀಡುವ ಬಗ್ಗೆ ಸರ್ಕಾರ ಚಿಂತನೆ ನಡೆಸಿದೆ. ಈ ಕುರಿತು ಮಹಿಳಾ ಮತ್ತು ಮಕ್ಕಳ ಕಲ್ಯಾಣ ಇಲಾಖೆ ಪ್ರಸ್ತಾವನೆ ಸಿದ್ಧಪಡಿಸಿದೆ. ರಾಜ್ಯದ ಸುಮಾರು 4,000 ಅಂಗನವಾಡಿ ಕೇಂದ್ರಗಳಲ್ಲಿ ಪ್ರಾಯೋಗಿಕವಾಗಿ ಯೋಜನೆ ಜಾರಿಗೆ ಬರಲಿದೆ. ಮಕ್ಕಳ ಆರೋಗ್ಯ ಸುಧಾರಣೆಗೆ ಇದು ಸಹಕಾರಿಯಾಗಲಿದೆ ಎಂದು ಅಧಿಕಾರಿಗಳು ತಿಳಿಸಿದ್ದಾರೆ. [796,205,914,291]
ad-organizer [602,788,764,821]
ad-agency [642,1359,702,1375]
story5-text-b: ಕಠ್ಮಂಡು: ಈ ಬಾರಿಯ ಮೌಂಟ್ ಎವರೆಸ್ಟ್ ಪರ್ವತಾರೋಹಣ ಋತುವಿನಲ್ಲಿ 53 ದೇಶಗಳ 402 ಪರ್ವತಾರೋಹಿಗಳಿಗೆ ಅನುಮತಿ ನೀಡಲಾಗಿದೆ. ವಿಶ್ವದ ಅತಿ ಎತ್ತರದ ಶಿಖರ 8,848.86 ಮೀಟರ್ ಎತ್ತರವಿದೆ. ಅನುಮತಿ ಶುಲ್ಕದಿಂದ ಸರ್ಕಾರಕ್ಕೆ ಗಣನೀಯ ಆದಾಯ ಬಂದಿದೆ ಎಂದು ನೇಪಾಳ ಪ್ರವಾಸೋದ್ಯಮ ಇಲಾಖೆ ತಿಳಿಸಿದೆ. [652,623,914,665]
ad-agency-name: VISMAYA [659,1359,685,1366]
ad-sponsor-title: ಶಾಸಕರು, ಹುಣಸೂರು ವಿಧಾನ ಸಭಾಕ್ಷೇತ್ರ [789,1368,875,1376]
story1-body2a: ಮುಖ್ಯಮಂತ್ರಿ ಸ್ಥಾನದಲ್ಲಿರುವ ವ್ಯಕ್ತಿ ಇಂತಹ ಹೇಳಿಕೆ ನೀಡಿರುವುದು ಖಂಡನೀಯ. ಕರ್ನಾಟಕದ ಜನತೆಗೆ ಅವಮಾನ ಮಾಡಿದಂತಾಗಿದೆ. ಕೂಡಲೇ ಕ್ಷಮೆಯಾಚಿಸಬೇಕು ಎಂದು ಯತ್ನಾಳ್ ಒತ್ತಾಯಿಸಿದ್ದಾರೆ. ಕಾಂಗ್ರೆಸ್ ನಾಯಕರು ಪದೇ ಪದೇ ಇಂತಹ ಹೇಳಿಕೆ ನೀಡುತ್ತಿದ್ದಾರೆ. ಕರ್ನಾಟಕ ಬಿಜೆಪಿ ನಾಯಕರು ಈ ಬಗ್ಗೆ ಹೋರಾಟ ನಡೆಸಲಿದ್ದಾರೆ ಎಂದರು. [32,211,168,286]
ad-sponsor [752,1359,912,1377]
masthead: ಮೈಸೂರು ಮಿತ್ರ [420,47,500,66]
story1-body5: ಪಾಕಿಸ್ತಾನದ ವಿರುದ್ಧ ಯುದ್ಧ ಅಗತ್ಯವಿಲ್ಲ ಎಂಬ ಹೇಳಿಕೆಗೆ ಪ್ರತಿಕ್ರಿಯಿಸಿದ ವಿಜಯೇಂದ್ರ, ಮುಖ್ಯಮಂತ್ರಿಗಳ ಹೇಳಿಕೆ ಬೇಜವಾಬ್ದಾರಿಯಾಗಿದೆ ಎಂದು ಟೀಕಿಸಿದ್ದಾರೆ. ದೇಶದ ಭದ್ರತೆ ಕುರಿತಂತೆ ಇಂತಹ ಮಾತುಗಳು ಜನರಲ್ಲಿ ಗೊಂದಲ ಮೂಡಿಸುತ್ತವೆ ಎಂದು ಅವರು ಹೇಳಿದ್ದಾರೆ. [528,123,646,187]
story1-body4b: ಪಾಕಿಸ್ತಾನದ ವಿರುದ್ಧ ಯುದ್ಧ ಅಗತ್ಯವಿಲ್ಲ ಎಂಬ ಹೇಳಿಕೆಗೆ ಪ್ರತಿಕ್ರಿಯಿಸಿದ ವಿಜಯೇಂದ್ರ, ಮುಖ್ಯಮಂತ್ರಿಗಳ ಹೇಳಿಕೆ ಬೇಜವಾಬ್ದಾರಿಯಾಗಿದೆ ಎಂದು ಟೀಕಿಸಿದ್ದಾರೆ. ದೇಶದ ಭದ್ರತೆ ಕುರಿತಂತೆ ಇಂತಹ ಮಾತುಗಳು ಜನರಲ್ಲಿ ಗೊಂದಲ ಮೂಡಿಸುತ್ತವೆ ಎಂದು ಅವರು ಹೇಳಿದ್ದಾರೆ. [400,189,522,253]
story2-col1 [652,122,790,222]
registration-dots [870,1404,910,1411]
story4-headline: ಅಗತ್ಯ ವಸ್ತುಗಳ ಬೆಲೆಏರಿಕೆ ಖಂಡಿಸಿ ವಿಮೆನ್ ಇಂಡಿಯಾ ಮೂವ್‌ಮೆಂಟ್ ವಿನೂತನ ಪ್ರತಿಭಟನೆ [298,423,638,461]
